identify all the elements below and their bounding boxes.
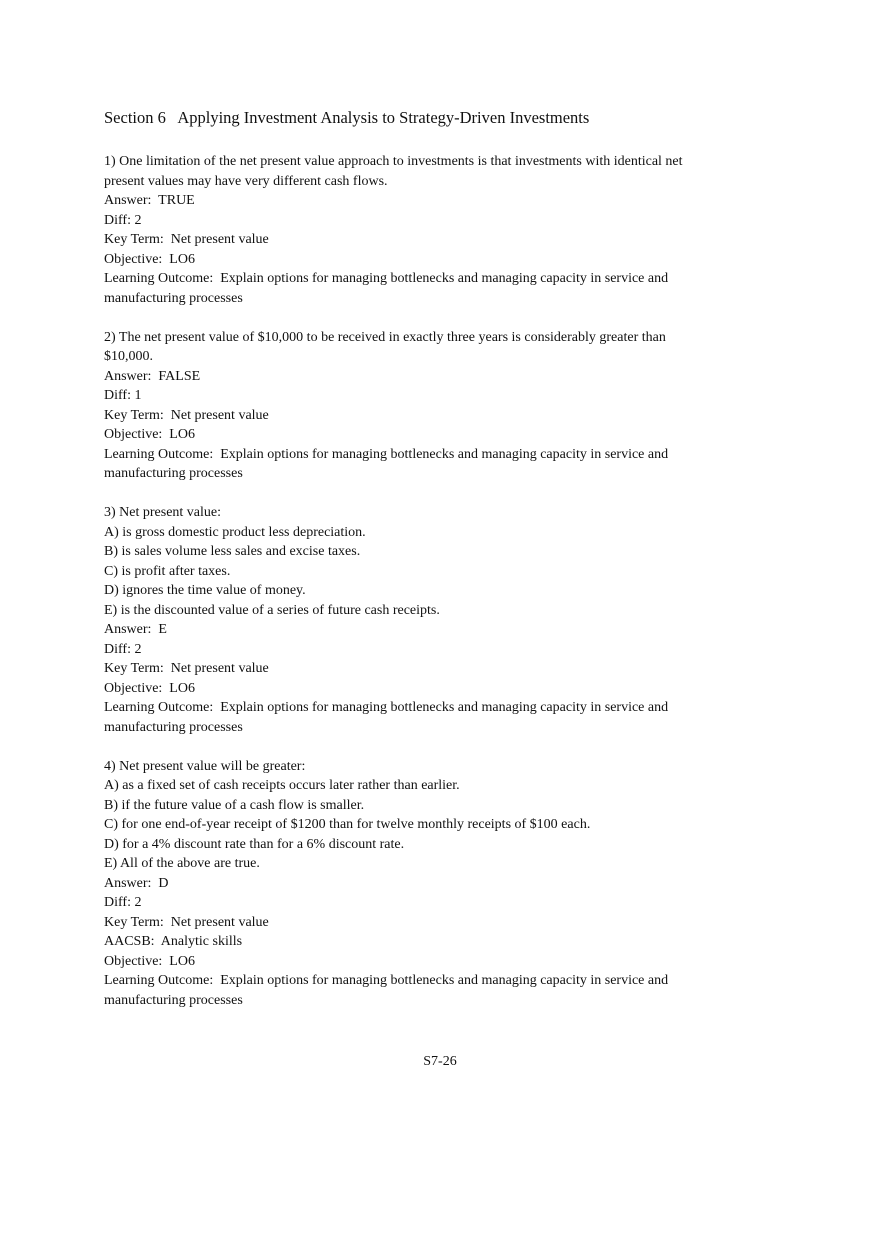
question-2-line-2: $10,000. bbox=[104, 349, 153, 364]
question-4-aacsb: AACSB: Analytic skills bbox=[104, 934, 243, 949]
question-3-option-b: B) is sales volume less sales and excise taxes. bbox=[104, 544, 361, 559]
question-2 bbox=[104, 328, 724, 484]
question-3-option-e: E) is the discounted value of a series of future cash receipts. bbox=[104, 602, 440, 618]
question-3-diff: Diff: 2 bbox=[104, 641, 142, 657]
question-2-learning-outcome-cont: manufacturing processes bbox=[104, 466, 243, 481]
question-1 bbox=[104, 152, 724, 308]
question-4-diff: Diff: 2 bbox=[104, 895, 142, 910]
question-1-learning-outcome: Learning Outcome: Explain options for managing bottlenecks and managing capacity in service and bbox=[104, 271, 669, 286]
question-1-objective: Objective: LO6 bbox=[104, 251, 195, 267]
question-3-answer: Answer: E bbox=[104, 622, 167, 637]
question-4 bbox=[104, 757, 724, 1011]
question-1-learning-outcome-cont: manufacturing processes bbox=[104, 290, 243, 306]
question-4-objective: Objective: LO6 bbox=[104, 953, 195, 969]
page-number: S7-26 bbox=[423, 1054, 457, 1069]
question-1-answer: Answer: TRUE bbox=[104, 193, 195, 208]
question-2-key-term: Key Term: Net present value bbox=[104, 407, 269, 423]
question-4-option-a: A) as a fixed set of cash receipts occurs later rather than earlier. bbox=[104, 778, 460, 793]
question-3-option-d: D) ignores the time value of money. bbox=[104, 583, 306, 598]
question-4-option-d: D) for a 4% discount rate than for a 6% discount rate. bbox=[104, 836, 405, 852]
question-2-answer: Answer: FALSE bbox=[104, 368, 201, 384]
question-4-option-e: E) All of the above are true. bbox=[104, 856, 260, 871]
question-3 bbox=[104, 503, 724, 737]
question-3-learning-outcome-cont: manufacturing processes bbox=[104, 719, 243, 735]
document-page bbox=[104, 106, 724, 1030]
question-2-line-1: 2) The net present value of $10,000 to be received in exactly three years is considerably greater than bbox=[104, 329, 666, 345]
question-4-option-b: B) if the future value of a cash flow is smaller. bbox=[104, 797, 365, 813]
question-1-line-2: present values may have very different cash flows. bbox=[104, 173, 388, 189]
question-3-option-c: C) is profit after taxes. bbox=[104, 563, 231, 579]
question-3-objective: Objective: LO6 bbox=[104, 680, 195, 696]
question-3-option-a: A) is gross domestic product less depreciation. bbox=[104, 524, 366, 540]
question-1-key-term: Key Term: Net present value bbox=[104, 232, 269, 247]
question-2-objective: Objective: LO6 bbox=[104, 427, 195, 442]
question-3-stem: 3) Net present value: bbox=[104, 505, 222, 520]
section-title: Section 6 Applying Investment Analysis to Strategy-Driven Investments bbox=[104, 108, 590, 127]
question-1-line-1: 1) One limitation of the net present value approach to investments is that investments with identical net bbox=[104, 154, 683, 169]
question-2-learning-outcome: Learning Outcome: Explain options for managing bottlenecks and managing capacity in service and bbox=[104, 446, 669, 462]
question-4-stem: 4) Net present value will be greater: bbox=[104, 758, 306, 774]
question-2-diff: Diff: 1 bbox=[104, 388, 142, 403]
question-3-key-term: Key Term: Net present value bbox=[104, 661, 269, 676]
question-4-option-c: C) for one end-of-year receipt of $1200 than for twelve monthly receipts of $100 each. bbox=[104, 817, 591, 832]
question-4-learning-outcome-cont: manufacturing processes bbox=[104, 992, 243, 1008]
question-4-learning-outcome: Learning Outcome: Explain options for managing bottlenecks and managing capacity in service and bbox=[104, 973, 669, 988]
question-1-diff: Diff: 2 bbox=[104, 212, 142, 228]
question-3-learning-outcome: Learning Outcome: Explain options for managing bottlenecks and managing capacity in service and bbox=[104, 700, 669, 715]
question-4-answer: Answer: D bbox=[104, 875, 169, 891]
question-4-key-term: Key Term: Net present value bbox=[104, 914, 269, 930]
